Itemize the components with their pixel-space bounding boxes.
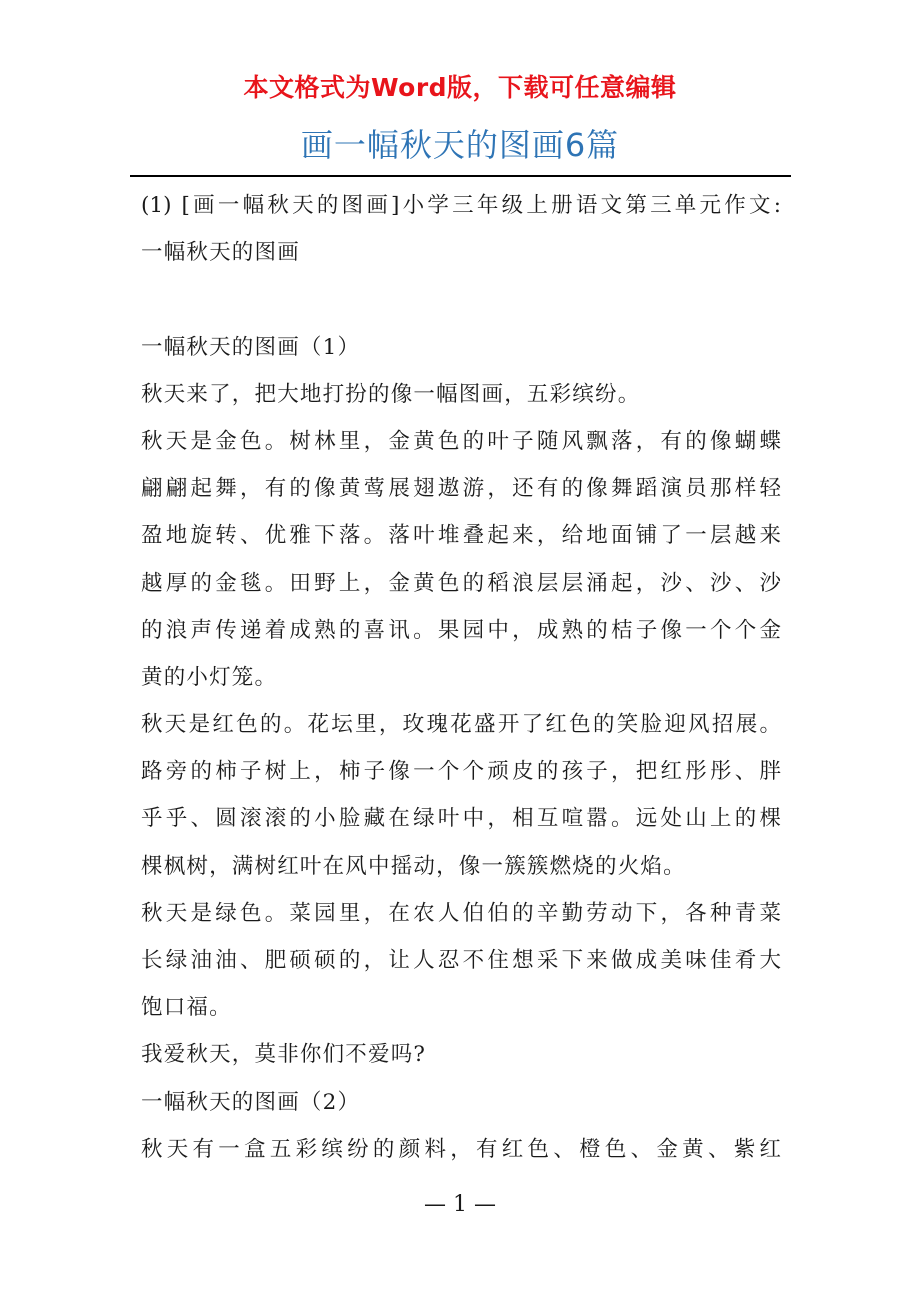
text-line: 饱口福。 (141, 995, 232, 1021)
text-line: 一幅秋天的图画 (141, 240, 300, 266)
text-line: 黄的小灯笼。 (141, 664, 278, 690)
text-line: 路旁的柿子树上，柿子像一个个顽皮的孩子，把红彤彤、胖 (141, 759, 781, 785)
text-line: 我爱秋天，莫非你们不爱吗? (141, 1042, 427, 1068)
text-line: 秋天是绿色。菜园里，在农人伯伯的辛勤劳动下，各种青菜 (141, 900, 781, 926)
body-text (141, 182, 781, 1173)
format-notice-banner: 本文格式为Word版，下载可任意编辑 (243, 73, 677, 102)
text-line: 的浪声传递着成熟的喜讯。果园中，成熟的桔子像一个个金 (141, 617, 781, 643)
text-line: 秋天是红色的。花坛里，玫瑰花盛开了红色的笑脸迎风招展。 (141, 712, 781, 738)
section-heading: 一幅秋天的图画（2） (141, 1089, 361, 1115)
text-line: 乎乎、圆滚滚的小脸藏在绿叶中，相互喧嚣。远处山上的棵 (141, 806, 781, 832)
text-line: 盈地旋转、优雅下落。落叶堆叠起来，给地面铺了一层越来 (141, 523, 781, 549)
page-number: — 1 — (424, 1192, 496, 1217)
blank-line (141, 276, 781, 323)
text-line: 长绿油油、肥硕硕的，让人忍不住想采下来做成美味佳肴大 (141, 948, 781, 973)
text-line: 棵枫树，满树红叶在风中摇动，像一簇簇燃烧的火焰。 (141, 853, 686, 879)
section-heading: 一幅秋天的图画（1） (141, 334, 361, 360)
document-title: 画一幅秋天的图画6篇 (300, 126, 620, 164)
text-line: 秋天是金色。树林里，金黄色的叶子随风飘落，有的像蝴蝶 (141, 428, 781, 454)
text-line: 翩翩起舞，有的像黄莺展翅遨游，还有的像舞蹈演员那样轻 (141, 476, 781, 502)
text-line: 秋天来了，把大地打扮的像一幅图画，五彩缤纷。 (141, 381, 641, 407)
title-divider (130, 175, 791, 177)
text-line: 越厚的金毯。田野上，金黄色的稻浪层层涌起，沙、沙、沙 (141, 570, 781, 596)
text-line: (1) [画一幅秋天的图画]小学三年级上册语文第三单元作文: (141, 193, 781, 218)
text-line: 秋天有一盒五彩缤纷的颜料，有红色、橙色、金黄、紫红 (141, 1136, 781, 1162)
